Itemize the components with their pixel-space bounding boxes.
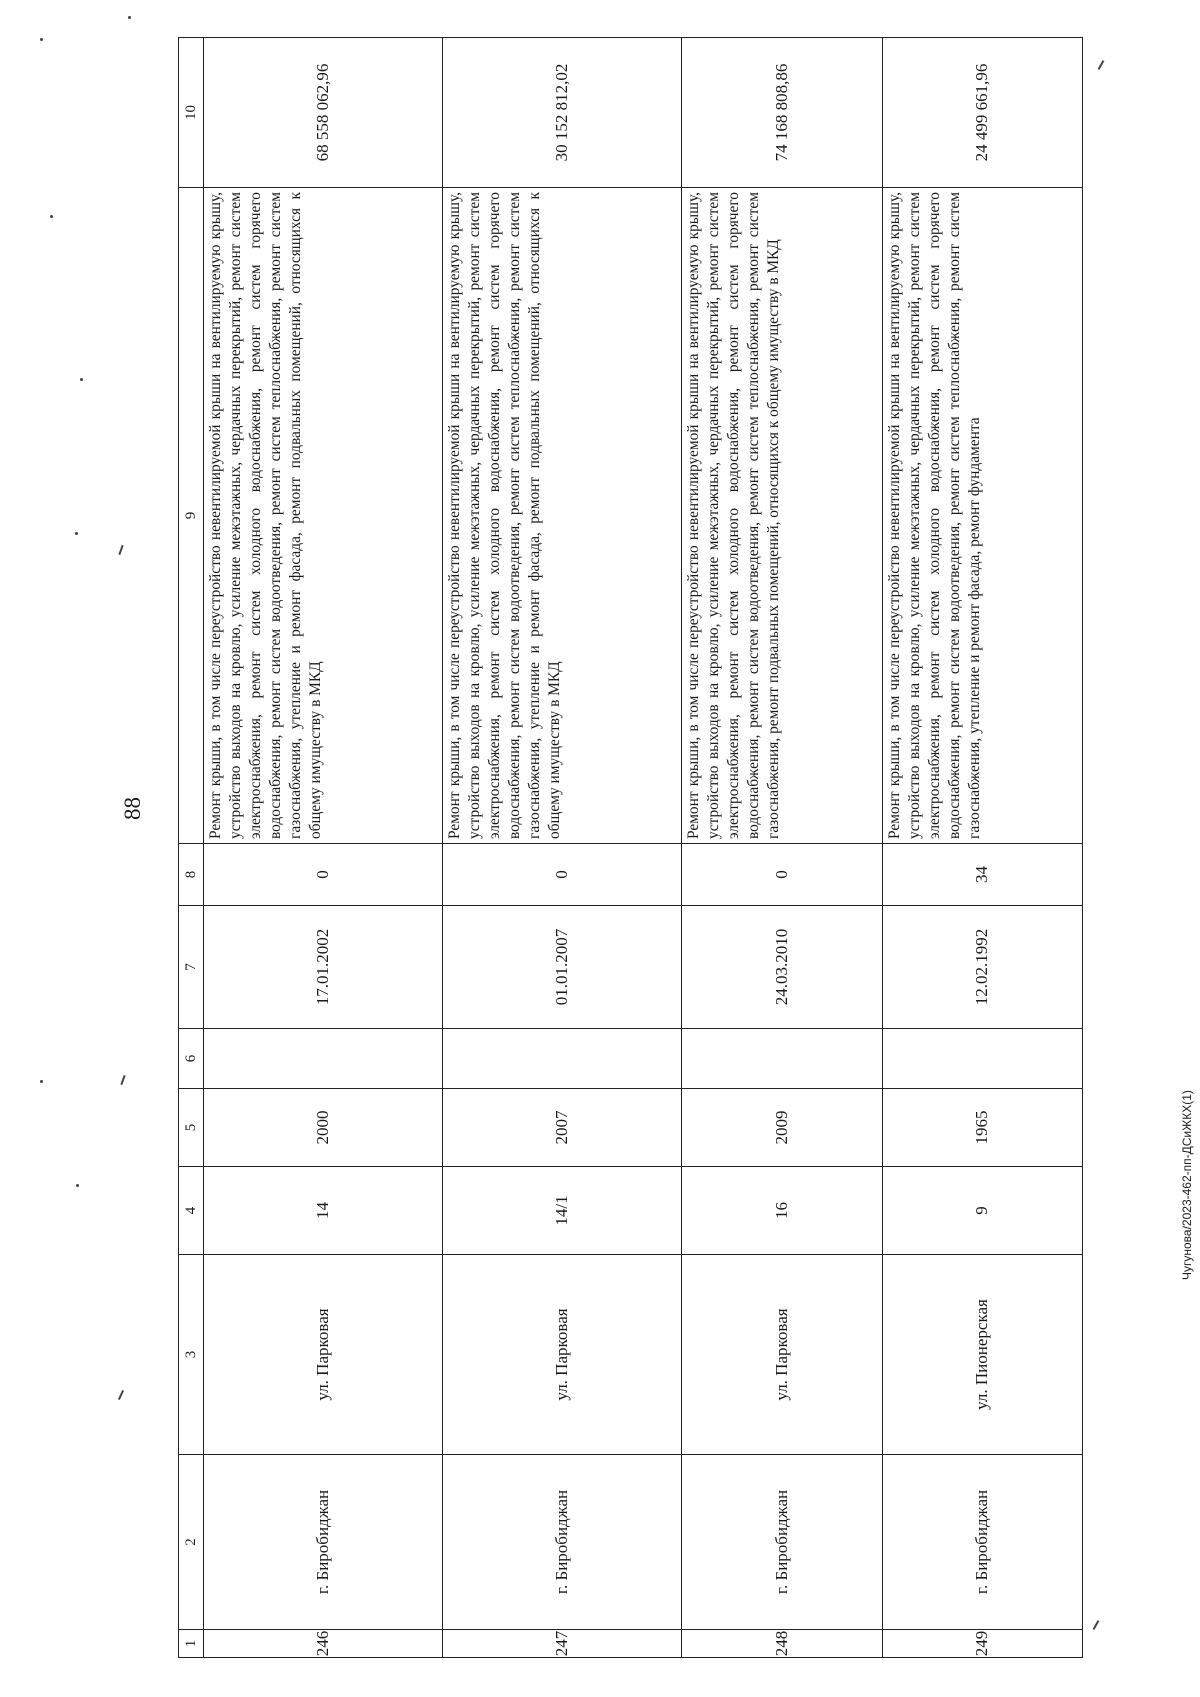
row-number: 247 xyxy=(443,1630,682,1658)
col8-cell: 0 xyxy=(443,844,682,906)
row-number: 249 xyxy=(882,1630,1082,1658)
street-cell: ул. Парковая xyxy=(204,1255,443,1455)
column-number: 5 xyxy=(179,1089,204,1167)
works-cell: Ремонт крыши, в том числе переустройство невентилируемой крыши на вентилируемую крышу, устройство выходов на кровлю, усиление межэтажных, чердачных перекрытий, ремонт систем электроснабжения, ремонт систем холодного водоснабжения, ремонт систем горячего водоснабжения, ремонт систем водоотведения, ремонт систем теплоснабжения, ремонт систем газоснабжения, утепление и ремонт фасада, ремонт подвальных помещений, относящихся к общему имуществу в МКД xyxy=(204,188,443,844)
col8-cell: 0 xyxy=(682,844,882,906)
table-row xyxy=(682,38,882,1658)
city-cell: г. Биробиджан xyxy=(882,1455,1082,1630)
year-cell: 2000 xyxy=(204,1089,443,1167)
year-cell: 2007 xyxy=(443,1089,682,1167)
works-cell: Ремонт крыши, в том числе переустройство невентилируемой крыши на вентилируемую крышу, устройство выходов на кровлю, усиление межэтажных, чердачных перекрытий, ремонт систем электроснабжения, ремонт систем холодного водоснабжения, ремонт систем горячего водоснабжения, ремонт систем водоотведения, ремонт систем теплоснабжения, ремонт систем газоснабжения, ремонт подвальных помещений, относящихся к общему имуществу в МКД xyxy=(682,188,882,844)
scan-speck xyxy=(75,532,78,535)
scan-speck xyxy=(1098,60,1105,70)
rotated-sheet xyxy=(178,38,1083,1658)
table-row xyxy=(204,38,443,1658)
column-number: 1 xyxy=(179,1630,204,1658)
scan-speck xyxy=(1093,1620,1100,1630)
year-cell: 1965 xyxy=(882,1089,1082,1167)
table-row xyxy=(443,38,682,1658)
street-cell: ул. Пионерская xyxy=(882,1255,1082,1455)
column-number: 2 xyxy=(179,1455,204,1630)
col8-cell: 34 xyxy=(882,844,1082,906)
column-number-row xyxy=(179,38,204,1658)
scan-speck xyxy=(118,545,123,555)
date-cell: 01.01.2007 xyxy=(443,906,682,1029)
column-number: 4 xyxy=(179,1167,204,1255)
column-number: 10 xyxy=(179,38,204,188)
city-cell: г. Биробиджан xyxy=(443,1455,682,1630)
scan-speck xyxy=(80,378,83,381)
col6-cell xyxy=(882,1029,1082,1089)
document-reference: Чугунова/2023-462-пп-ДСиЖКХ(1) xyxy=(1180,1090,1194,1280)
cost-cell: 68 558 062,96 xyxy=(204,38,443,188)
street-cell: ул. Парковая xyxy=(682,1255,882,1455)
works-cell: Ремонт крыши, в том числе переустройство невентилируемой крыши на вентилируемую крышу, устройство выходов на кровлю, усиление межэтажных, чердачных перекрытий, ремонт систем электроснабжения, ремонт систем холодного водоснабжения, ремонт систем горячего водоснабжения, ремонт систем водоотведения, ремонт систем теплоснабжения, ремонт систем газоснабжения, утепление и ремонт фасада, ремонт фундамента xyxy=(882,188,1082,844)
scan-speck xyxy=(40,38,43,41)
col6-cell xyxy=(204,1029,443,1089)
row-number: 248 xyxy=(682,1630,882,1658)
table-row xyxy=(882,38,1082,1658)
column-number: 7 xyxy=(179,906,204,1029)
scan-speck xyxy=(118,1390,124,1400)
year-cell: 2009 xyxy=(682,1089,882,1167)
date-cell: 24.03.2010 xyxy=(682,906,882,1029)
scan-speck xyxy=(40,1080,43,1083)
col6-cell xyxy=(682,1029,882,1089)
row-number: 246 xyxy=(204,1630,443,1658)
house-cell: 14 xyxy=(204,1167,443,1255)
column-number: 8 xyxy=(179,844,204,906)
street-cell: ул. Парковая xyxy=(443,1255,682,1455)
scan-speck xyxy=(50,215,53,218)
house-cell: 9 xyxy=(882,1167,1082,1255)
column-number: 9 xyxy=(179,188,204,844)
scan-speck xyxy=(76,1184,79,1187)
repair-program-table xyxy=(178,37,1083,1658)
scan-speck xyxy=(128,16,131,19)
col8-cell: 0 xyxy=(204,844,443,906)
house-cell: 14/1 xyxy=(443,1167,682,1255)
date-cell: 17.01.2002 xyxy=(204,906,443,1029)
page-number: 88 xyxy=(120,797,145,820)
column-number: 3 xyxy=(179,1255,204,1455)
cost-cell: 30 152 812,02 xyxy=(443,38,682,188)
city-cell: г. Биробиджан xyxy=(204,1455,443,1630)
scan-speck xyxy=(120,1075,125,1085)
column-number: 6 xyxy=(179,1029,204,1089)
cost-cell: 24 499 661,96 xyxy=(882,38,1082,188)
date-cell: 12.02.1992 xyxy=(882,906,1082,1029)
city-cell: г. Биробиджан xyxy=(682,1455,882,1630)
cost-cell: 74 168 808,86 xyxy=(682,38,882,188)
col6-cell xyxy=(443,1029,682,1089)
house-cell: 16 xyxy=(682,1167,882,1255)
works-cell: Ремонт крыши, в том числе переустройство невентилируемой крыши на вентилируемую крышу, устройство выходов на кровлю, усиление межэтажных, чердачных перекрытий, ремонт систем электроснабжения, ремонт систем холодного водоснабжения, ремонт систем горячего водоснабжения, ремонт систем водоотведения, ремонт систем теплоснабжения, ремонт систем газоснабжения, утепление и ремонт фасада, ремонт подвальных помещений, относящихся к общему имуществу в МКД xyxy=(443,188,682,844)
